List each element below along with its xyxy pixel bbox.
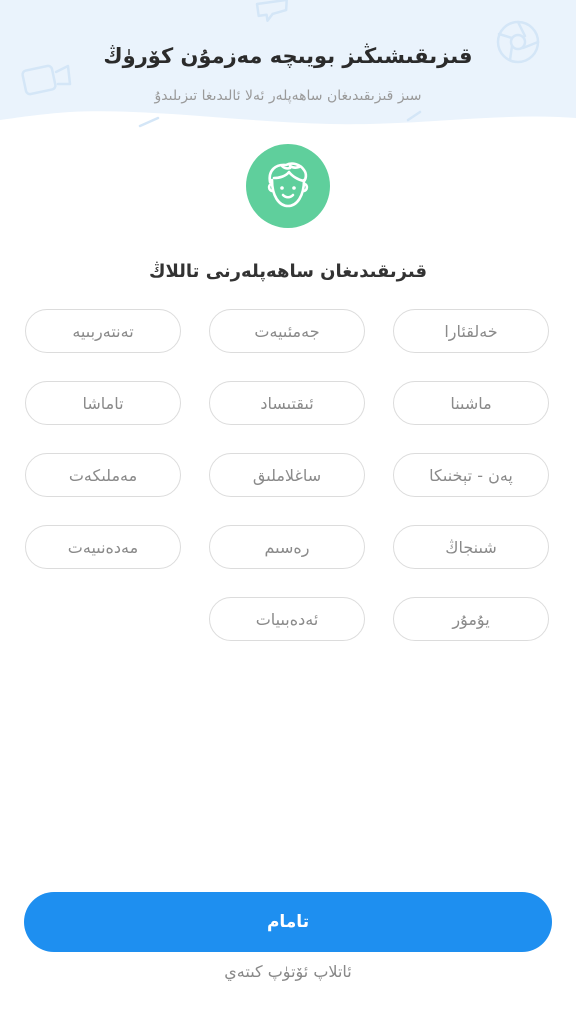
interest-chip-humor[interactable]: يۇمۇر	[393, 597, 549, 641]
header-background	[0, 0, 576, 150]
interests-title: قىزىقىدىغان ساھەپلەرنى تاللاڭ	[148, 261, 427, 282]
interest-chip-entertainment[interactable]: تاماشا	[25, 381, 181, 425]
interest-chip-international[interactable]: خەلقئارا	[393, 309, 549, 353]
confirm-button[interactable]: تامام	[24, 892, 552, 952]
page-title: قىزىقىشىڭىز بويىچە مەزمۇن كۆرۈڭ	[103, 44, 473, 68]
avatar	[246, 144, 330, 228]
interest-chip-health[interactable]: ساغلاملىق	[209, 453, 365, 497]
interest-chip-sports[interactable]: تەنتەربىيە	[25, 309, 181, 353]
skip-link[interactable]: ئاتلاپ ئۆتۈپ كىتەي	[224, 962, 352, 981]
interest-chip-pictures[interactable]: رەسىم	[209, 525, 365, 569]
interest-chip-economy[interactable]: ئىقتىساد	[209, 381, 365, 425]
boy-face-icon	[246, 144, 330, 228]
interest-chip-domestic[interactable]: مەملىكەت	[25, 453, 181, 497]
interest-chip-society[interactable]: جەمئىيەت	[209, 309, 365, 353]
page-subtitle: سىز قىزىقىدىغان ساھەپلەر ئەلا ئالىدىغا تىزىلىدۇ	[154, 88, 422, 104]
interest-chip-cars[interactable]: ماشىنا	[393, 381, 549, 425]
interest-chip-culture[interactable]: مەدەنىيەت	[25, 525, 181, 569]
interest-chip-technology[interactable]: پەن - تېخنىكا	[393, 453, 549, 497]
interest-chip-xinjiang[interactable]: شىنجاڭ	[393, 525, 549, 569]
interest-chip-literature[interactable]: ئەدەبىيات	[209, 597, 365, 641]
